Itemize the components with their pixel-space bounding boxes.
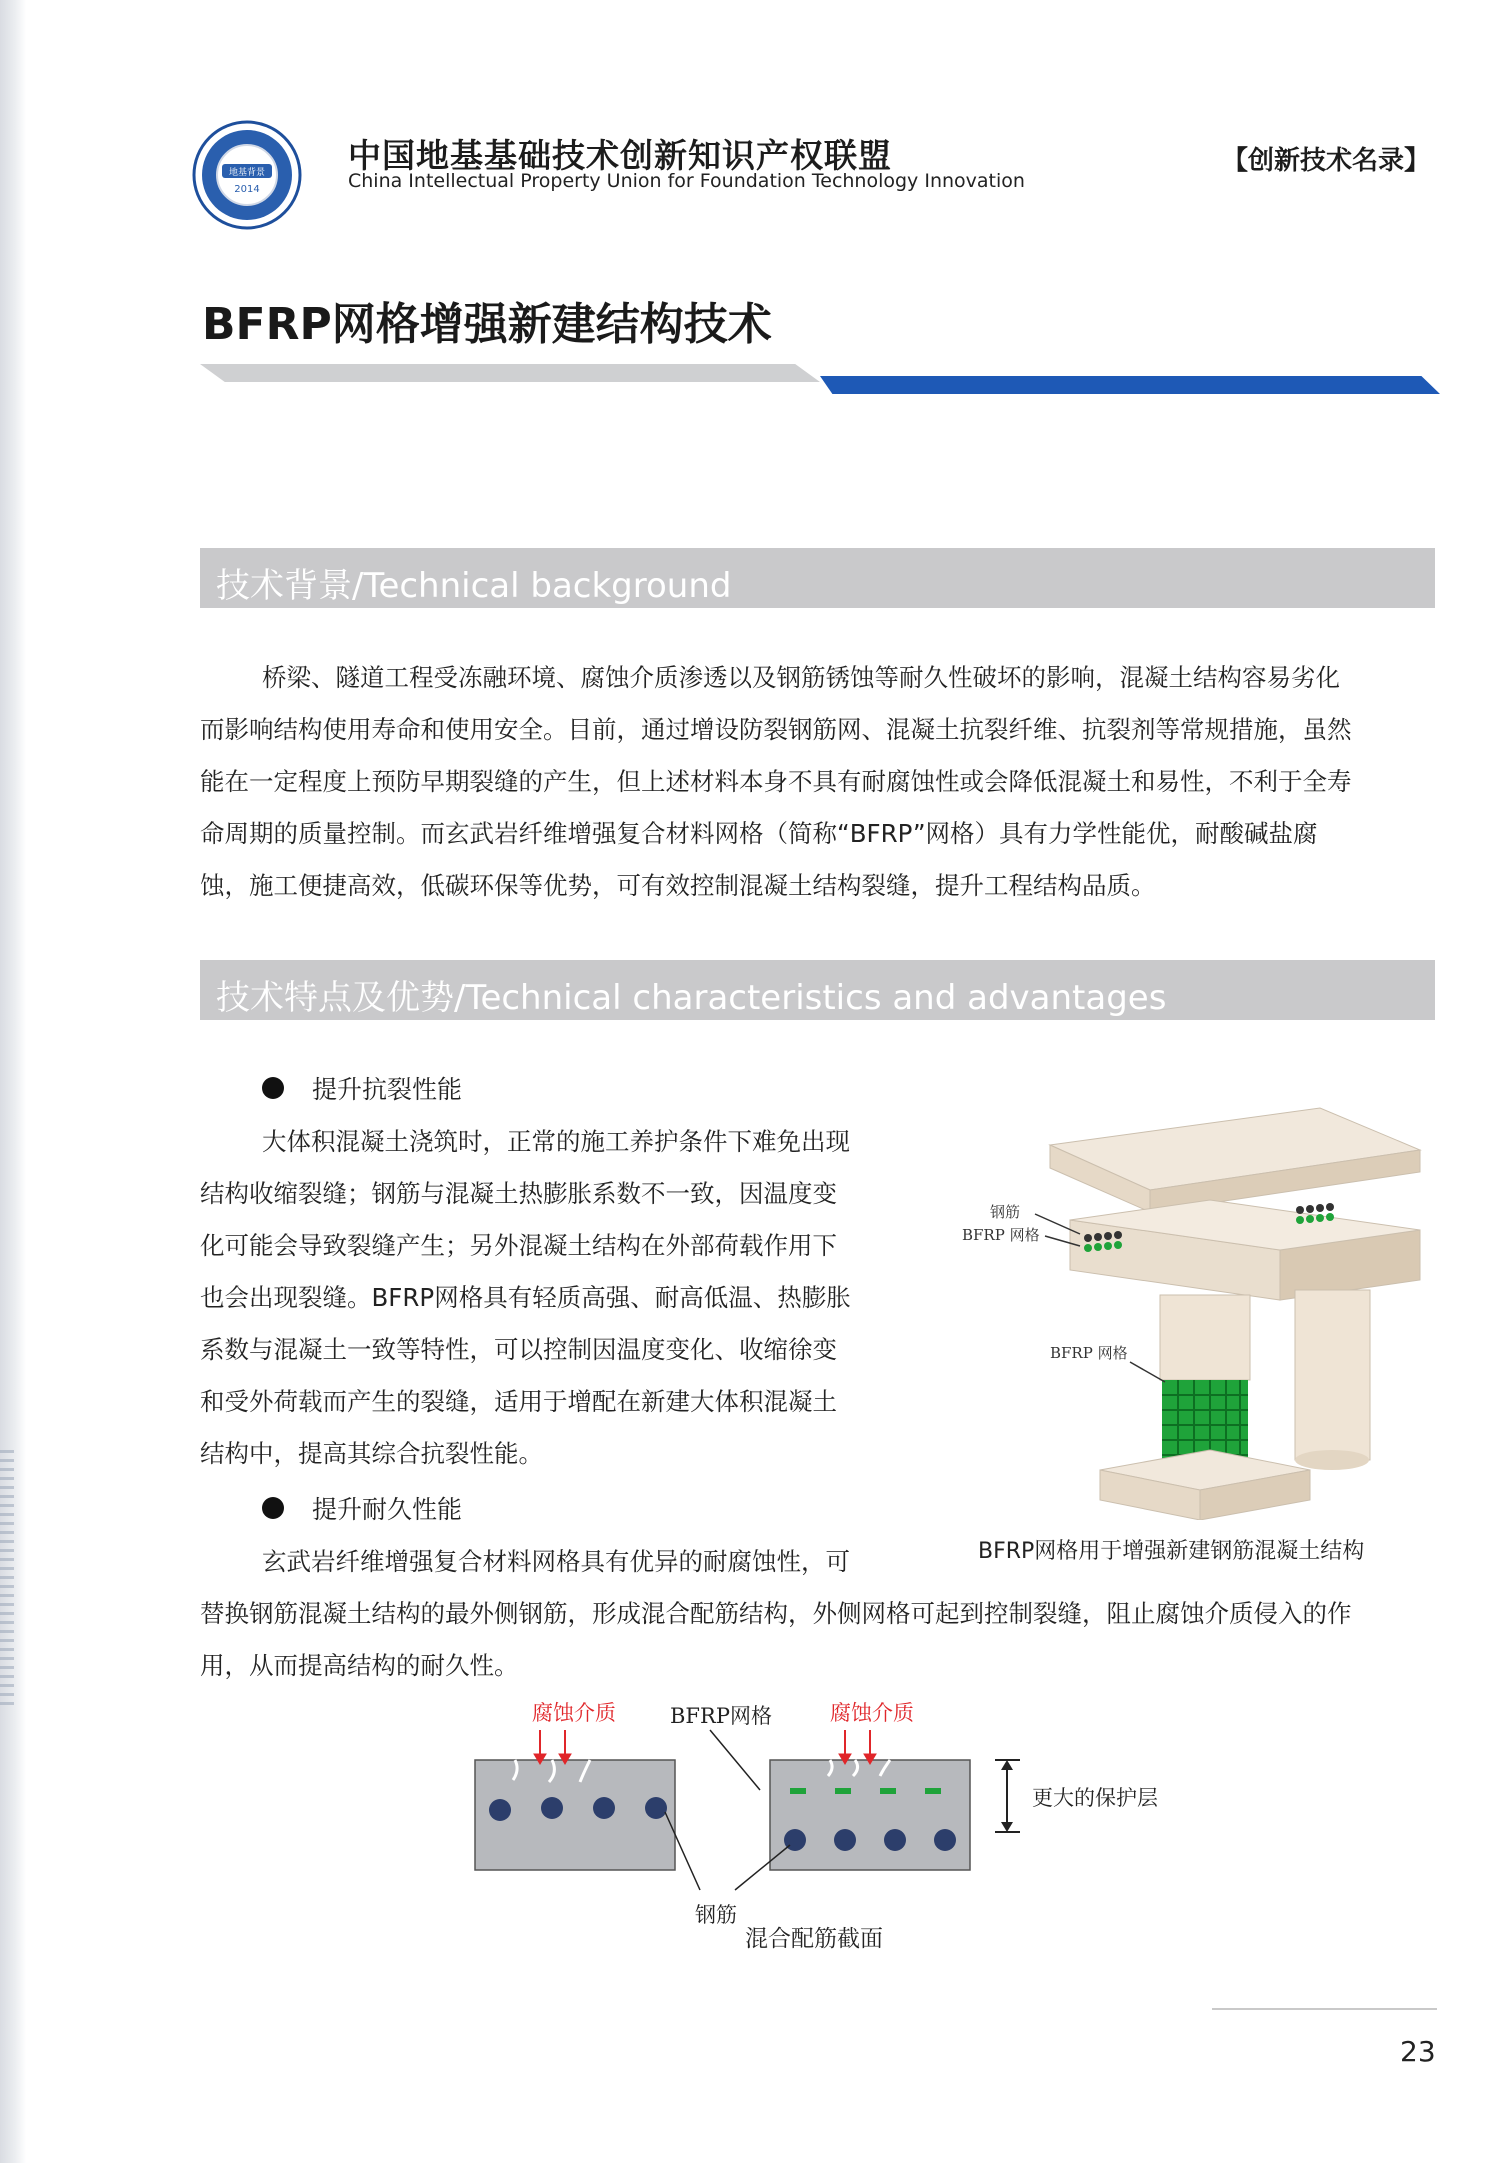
bullet-label: 提升抗裂性能 <box>312 1075 463 1104</box>
cover-dimension <box>995 1760 1020 1832</box>
background-line: 蚀，施工便捷高效，低碳环保等优势，可有效控制混凝土结构裂缝，提升工程结构品质。 <box>200 871 1156 900</box>
catalog-tag: 【创新技术名录】 <box>1221 146 1430 176</box>
para-line: 和受外荷载而产生的裂缝，适用于增配在新建大体积混凝土 <box>200 1387 837 1416</box>
main-column-upper <box>1160 1295 1250 1380</box>
logo-text: 地基背景 <box>228 168 266 178</box>
label-corrosion-left: 腐蚀介质 <box>532 1701 616 1725</box>
corrosion-arrows-right <box>839 1730 876 1764</box>
para-line: 结构收缩裂缝；钢筋与混凝土热膨胀系数不一致，因温度变 <box>200 1179 837 1208</box>
page-number: 23 <box>1400 2035 1436 2068</box>
title-underline-gray <box>200 364 820 382</box>
left-decor-strip <box>0 0 26 2163</box>
figure2-caption: 混合配筋截面 <box>745 1926 883 1952</box>
para-line: 替换钢筋混凝土结构的最外侧钢筋，形成混合配筋结构，外侧网格可起到控制裂缝，阻止腐蚀介质侵入的作 <box>200 1599 1352 1628</box>
bridge-pier-illustration <box>950 1090 1430 1520</box>
background-line: 命周期的质量控制。而玄武岩纤维增强复合材料网格（简称“BFRP”网格）具有力学性能优，耐酸碱盐腐 <box>200 819 1318 848</box>
background-paragraph <box>200 652 1435 912</box>
section-hybrid <box>770 1760 970 1870</box>
section-heading-background <box>200 548 1435 608</box>
para-line: 化可能会导致裂缝产生；另外混凝土结构在外部荷载作用下 <box>200 1231 837 1260</box>
footer-rule <box>1212 2008 1437 2010</box>
union-logo <box>192 120 302 230</box>
figure1-caption: BFRP网格用于增强新建钢筋混凝土结构 <box>978 1539 1365 1564</box>
title-underline-blue <box>820 376 1440 394</box>
page-title: BFRP网格增强新建结构技术 <box>202 299 772 350</box>
org-name-en: China Intellectual Property Union for Foundation Technology Innovation <box>348 170 1025 192</box>
para-line: 用，从而提高结构的耐久性。 <box>200 1651 519 1680</box>
left-decor-pattern <box>0 1450 14 1710</box>
crack-resistance-paragraph <box>200 1116 900 1480</box>
label-corrosion-right: 腐蚀介质 <box>830 1701 914 1725</box>
section-heading-background-label: 技术背景/Technical background <box>216 566 732 606</box>
bullet-dot-icon <box>262 1077 284 1099</box>
para-line: 也会出现裂缝。BFRP网格具有轻质高强、耐高低温、热膨胀 <box>200 1283 851 1312</box>
background-line: 而影响结构使用寿命和使用安全。目前，通过增设防裂钢筋网、混凝土抗裂纤维、抗裂剂等常规措施，虽然 <box>200 715 1352 744</box>
para-line: 玄武岩纤维增强复合材料网格具有优异的耐腐蚀性，可 <box>262 1547 850 1576</box>
bullet-durability <box>262 1490 462 1526</box>
logo-year: 2014 <box>234 184 260 195</box>
label-rebar: 钢筋 <box>695 1903 737 1927</box>
para-line: 大体积混凝土浇筑时，正常的施工养护条件下难免出现 <box>262 1127 850 1156</box>
label-grid-column: BFRP 网格 <box>1050 1344 1128 1362</box>
section-heading-advantages <box>200 960 1435 1020</box>
org-name-cn: 中国地基基础技术创新知识产权联盟 <box>348 136 892 175</box>
back-column <box>1295 1290 1370 1460</box>
label-grid: BFRP网格 <box>670 1704 772 1728</box>
label-cover: 更大的保护层 <box>1032 1786 1158 1810</box>
label-grid-top: BFRP 网格 <box>962 1226 1040 1244</box>
bullet-dot-icon <box>262 1497 284 1519</box>
bullet-crack-resistance <box>262 1070 462 1106</box>
label-rebar: 钢筋 <box>990 1203 1021 1221</box>
bullet-label: 提升耐久性能 <box>312 1495 463 1524</box>
para-line: 结构中，提高其综合抗裂性能。 <box>200 1439 543 1468</box>
hybrid-section-diagram <box>460 1690 1200 1950</box>
corrosion-arrows-left <box>534 1730 571 1764</box>
background-line: 桥梁、隧道工程受冻融环境、腐蚀介质渗透以及钢筋锈蚀等耐久性破坏的影响，混凝土结构容易劣化 <box>262 663 1340 692</box>
para-line: 系数与混凝土一致等特性，可以控制因温度变化、收缩徐变 <box>200 1335 837 1364</box>
section-heading-advantages-label: 技术特点及优势/Technical characteristics and advantages <box>216 978 1167 1018</box>
background-line: 能在一定程度上预防早期裂缝的产生，但上述材料本身不具有耐腐蚀性或会降低混凝土和易性，不利于全寿 <box>200 767 1352 796</box>
